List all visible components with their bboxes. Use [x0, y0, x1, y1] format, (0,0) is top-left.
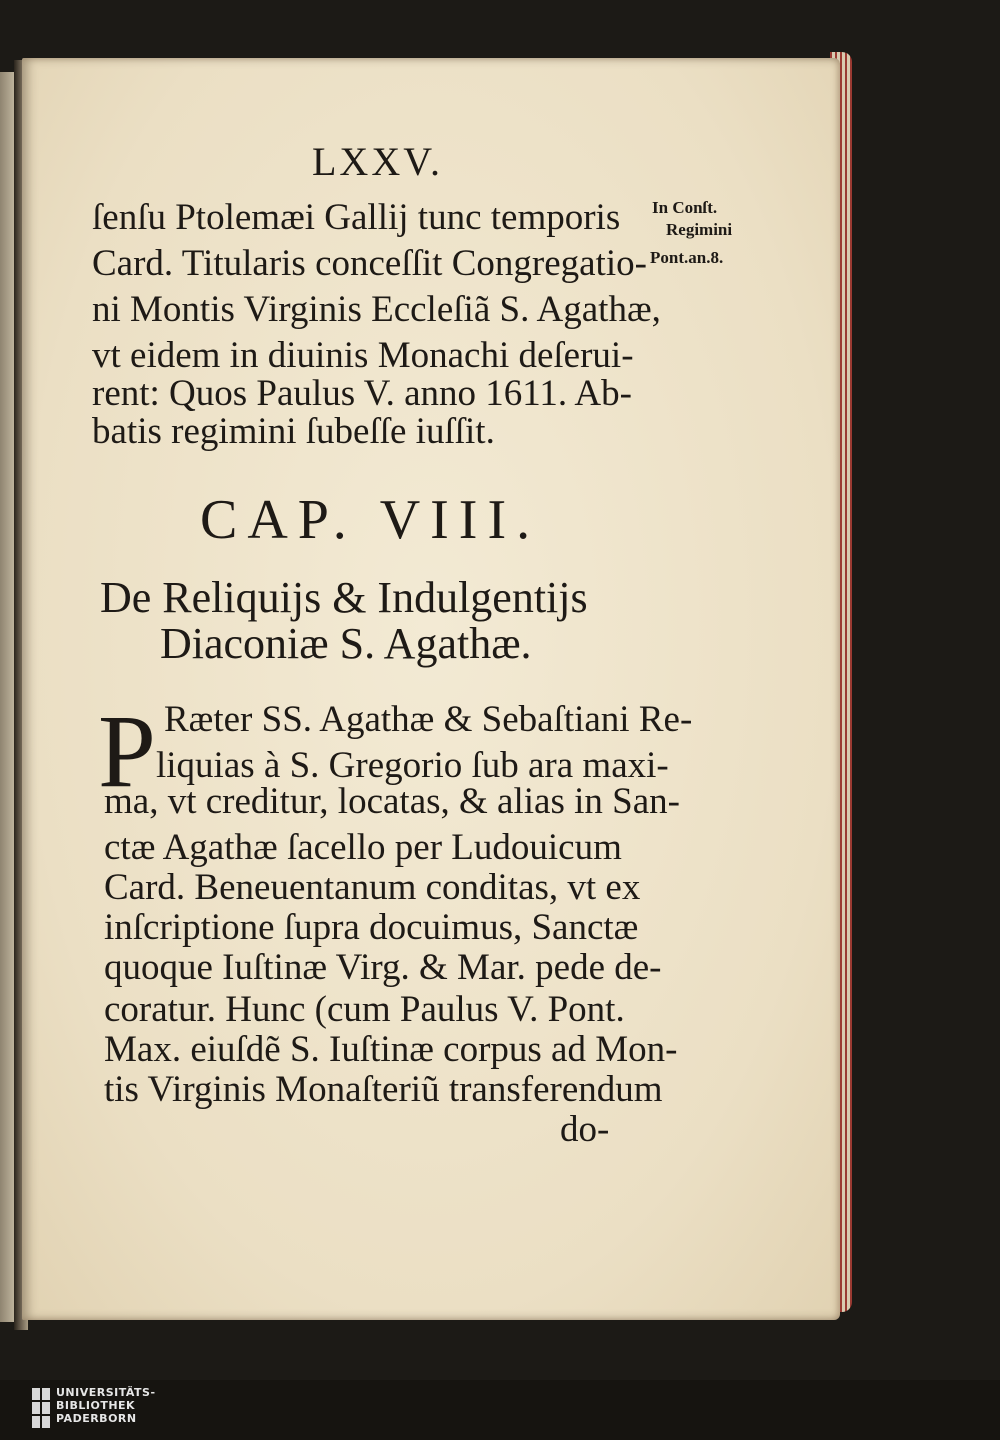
library-logo-line: UNIVERSITÄTS-: [56, 1386, 156, 1399]
paragraph-line: Ræter SS. Agathæ & Sebaſtiani Re-: [164, 699, 693, 740]
paragraph-line: ctæ Agathæ ſacello per Ludouicum: [104, 827, 622, 868]
running-header: LXXV.: [312, 139, 443, 184]
marginal-note-line: Regimini: [666, 220, 733, 239]
opening-line: ſenſu Ptolemæi Gallij tunc temporis: [92, 197, 621, 238]
opening-line: Card. Titularis conceſſit Congregatio-: [92, 243, 647, 284]
paragraph-line: liquias à S. Gregorio ſub ara maxi-: [156, 745, 669, 786]
drop-cap: P: [98, 694, 156, 809]
marginal-note-line: In Conſt.: [652, 198, 718, 217]
library-logo-text: [56, 1386, 156, 1425]
paragraph-line: Card. Beneuentanum conditas, vt ex: [104, 867, 641, 908]
marginal-note-line: Pont.an.8.: [650, 248, 724, 267]
library-logo-icon: [32, 1388, 50, 1428]
paragraph-line: ma, vt creditur, locatas, & alias in San-: [104, 781, 680, 822]
library-logo-line: BIBLIOTHEK: [56, 1399, 136, 1412]
chapter-title-line: De Reliquijs & Indulgentijs: [100, 573, 588, 622]
opening-line: ni Montis Virginis Eccleſiã S. Agathæ,: [92, 289, 661, 330]
paragraph-line: quoque Iuſtinæ Virg. & Mar. pede de-: [104, 947, 662, 988]
opening-line: rent: Quos Paulus V. anno 1611. Ab-: [92, 373, 632, 414]
paragraph-line: coratur. Hunc (cum Paulus V. Pont.: [104, 989, 625, 1030]
catchword: do-: [560, 1109, 610, 1150]
chapter-title-line: Diaconiæ S. Agathæ.: [160, 619, 532, 668]
paragraph-line: Max. eiuſdẽ S. Iuſtinæ corpus ad Mon-: [104, 1029, 678, 1070]
opening-line: vt eidem in diuinis Monachi deſerui-: [92, 335, 634, 376]
paragraph-line: tis Virginis Monaſteriũ transferendum: [104, 1069, 663, 1110]
paragraph-line: inſcriptione ſupra docuimus, Sanctæ: [104, 907, 639, 948]
library-logo-line: PADERBORN: [56, 1412, 137, 1425]
chapter-heading: CAP. VIII.: [200, 489, 541, 551]
opening-line: batis regimini ſubeſſe iuſſit.: [92, 411, 495, 452]
